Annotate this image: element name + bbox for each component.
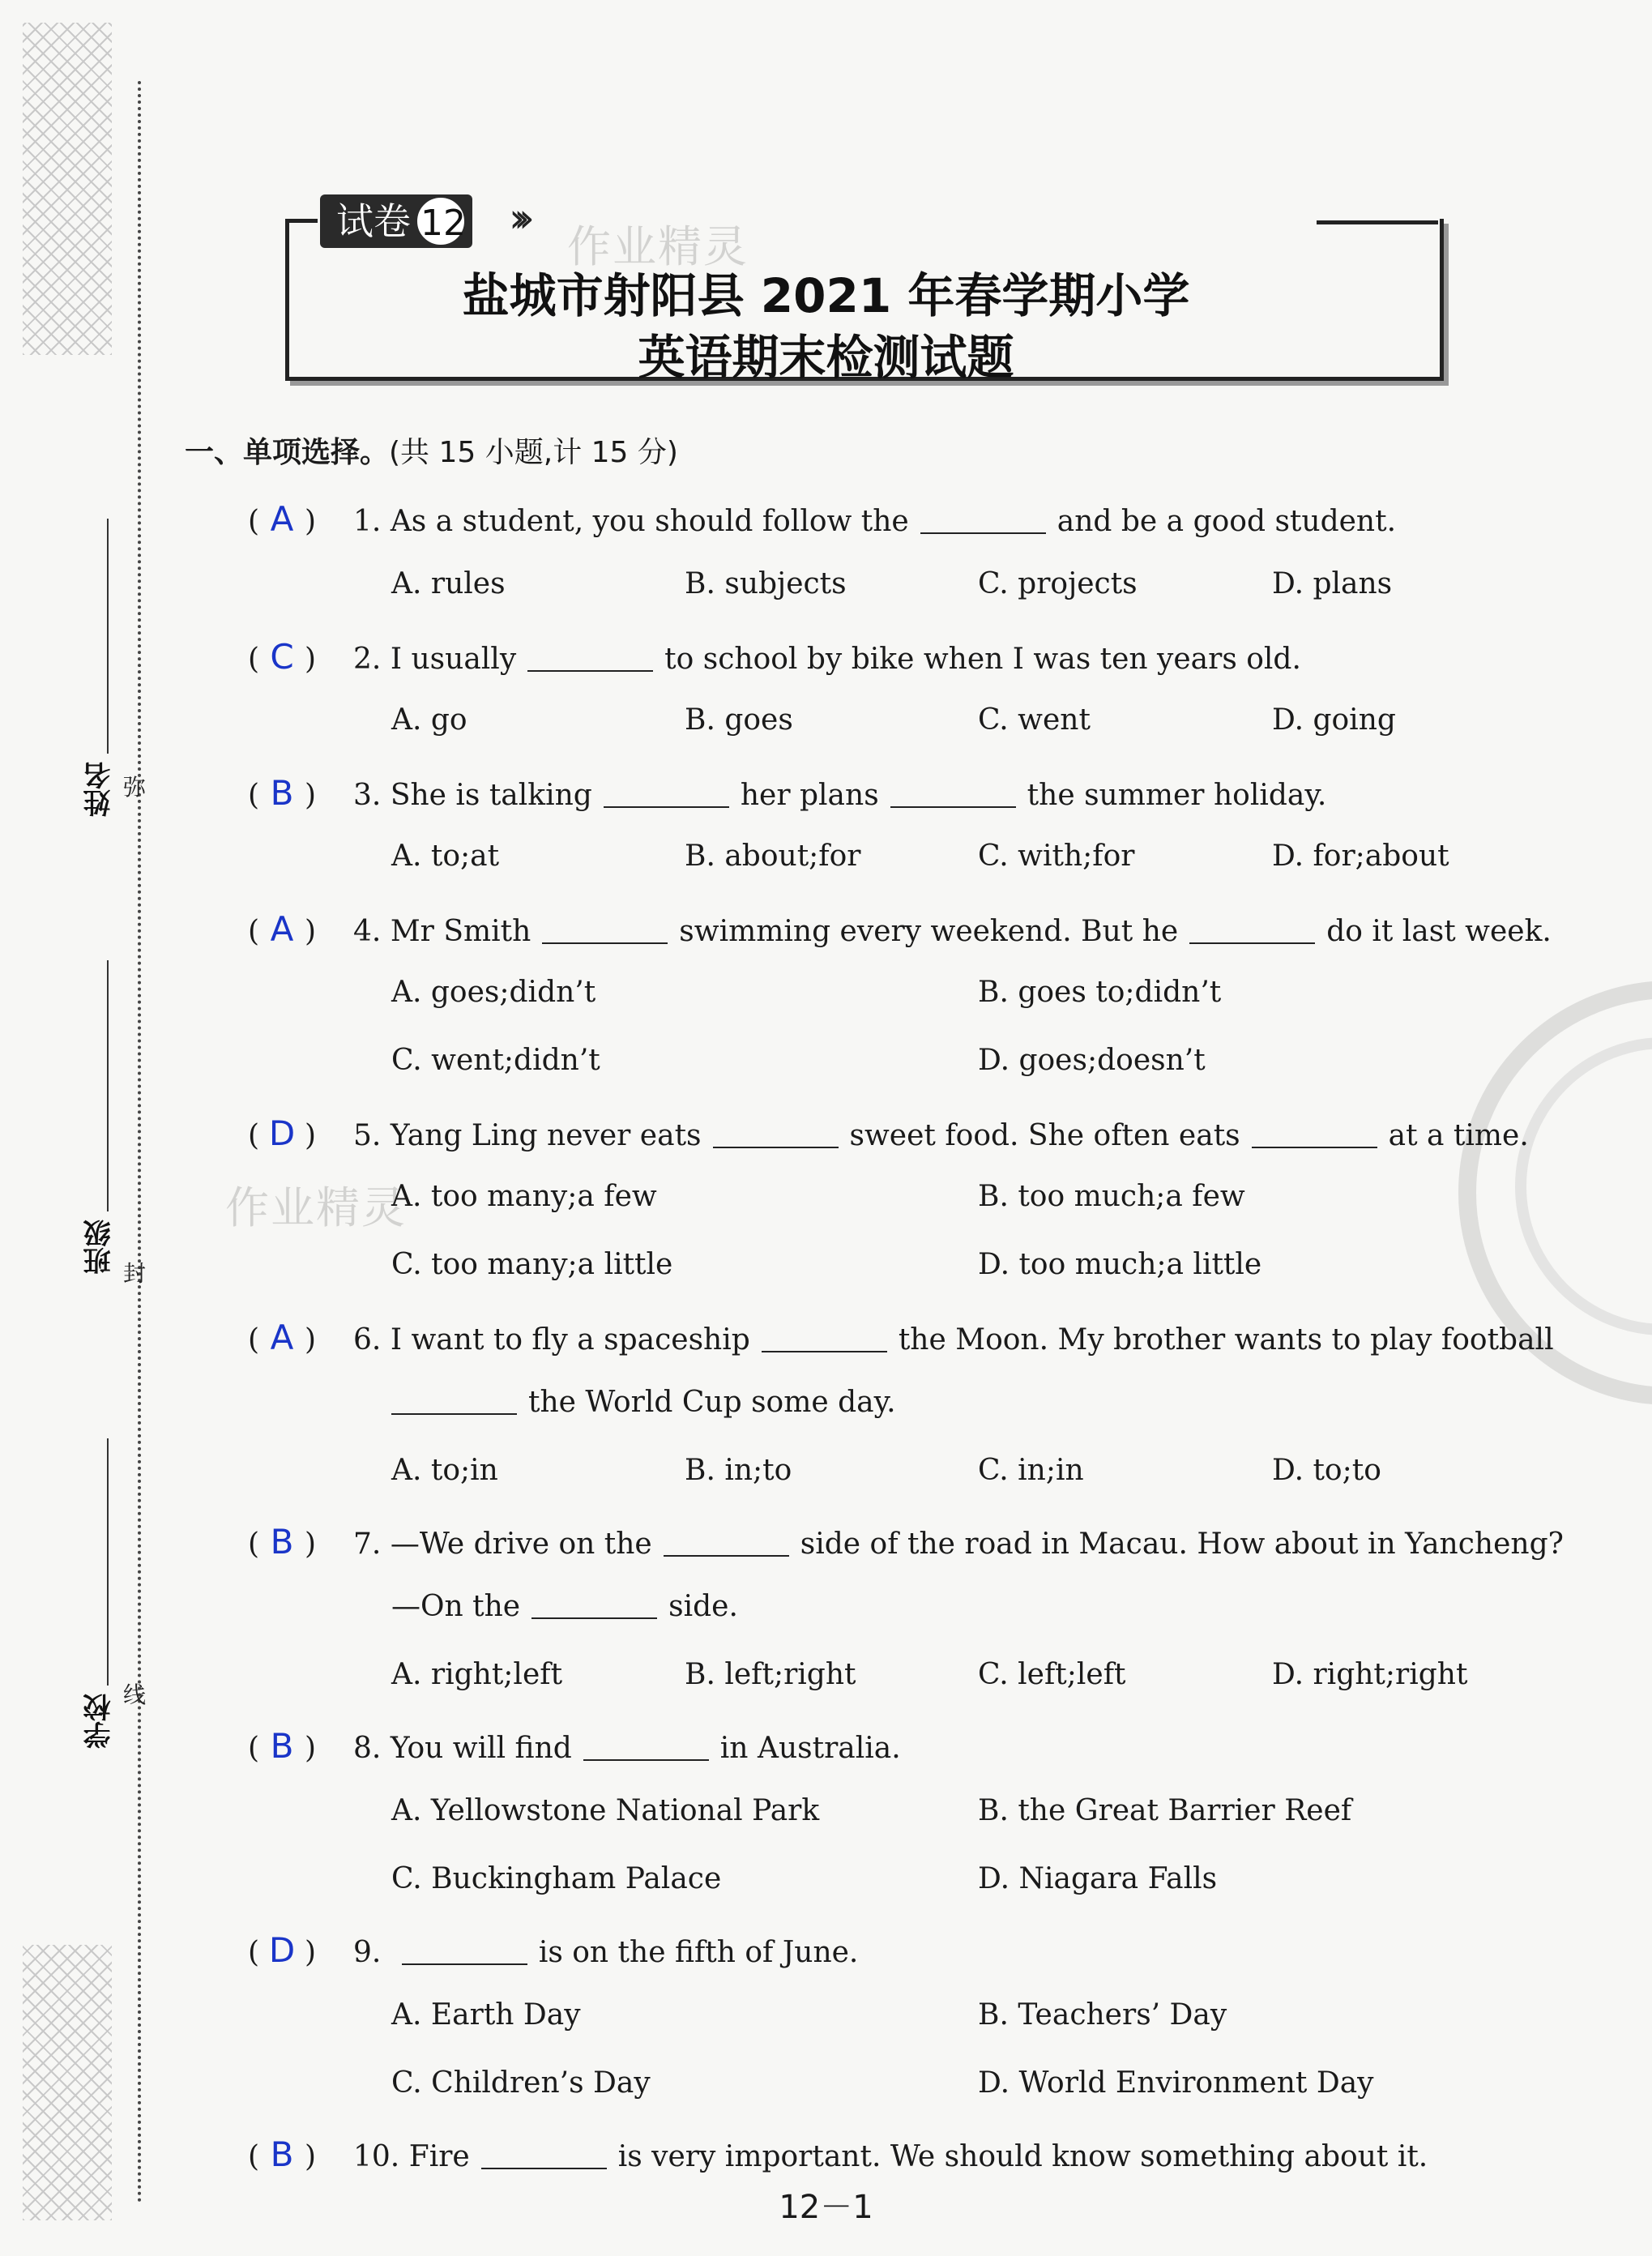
question-3: ( B ) 3. She is talking her plans the summer holiday. [248, 773, 1327, 813]
option-c[interactable]: C. went;didn’t [391, 1044, 600, 1077]
option-d[interactable]: D. World Environment Day [978, 2066, 1374, 2100]
option-a[interactable]: A. Earth Day [391, 1998, 581, 2032]
name-label: 姓名 [83, 762, 116, 817]
answer-3: B [270, 773, 294, 813]
question-1: ( A ) 1. As a student, you should follow the and be a good student. [248, 499, 1397, 539]
watermark-text-2: 作业精灵 [225, 1182, 407, 1233]
answer-9: D [268, 1930, 296, 1970]
option-b[interactable]: B. Teachers’ Day [978, 1998, 1227, 2032]
question-text: I usually [390, 643, 517, 676]
answer-blank[interactable] [1189, 942, 1315, 944]
question-text: the Moon. My brother wants to play football [898, 1323, 1554, 1357]
question-number: 8. [353, 1732, 382, 1765]
question-6-continued [391, 1386, 896, 1419]
paper-tag-label: 试卷 [336, 199, 411, 243]
header-rule-right [1317, 220, 1438, 224]
option-c[interactable]: C. in;in [978, 1454, 1084, 1487]
paper-number: 12 [417, 198, 464, 245]
question-10: ( B ) 10. Fire is very important. We should know something about it. [248, 2134, 1428, 2174]
question-text: Yang Ling never eats [390, 1119, 702, 1152]
option-a[interactable]: A. too many;a few [391, 1180, 657, 1213]
question-text: I want to fly a spaceship [390, 1323, 750, 1357]
question-8: ( B ) 8. You will find in Australia. [248, 1726, 901, 1766]
option-b[interactable]: B. about;for [685, 840, 861, 873]
page-number: 12－1 [779, 2189, 873, 2226]
question-text: Mr Smith [390, 915, 531, 948]
page-title-line1: 盐城市射阳县 2021 年春学期小学 [462, 268, 1190, 323]
question-number: 3. [353, 779, 382, 812]
option-c[interactable]: C. too many;a little [391, 1248, 673, 1281]
watermark-text: 作业精灵 [567, 221, 749, 272]
question-text: swimming every weekend. But he [679, 915, 1179, 948]
question-text: the World Cup some day. [528, 1386, 896, 1419]
option-d[interactable]: D. too much;a little [978, 1248, 1262, 1281]
question-text: sweet food. She often eats [849, 1119, 1240, 1152]
answer-7: B [270, 1522, 294, 1562]
option-a[interactable]: A. go [391, 703, 467, 737]
question-number: 6. [353, 1323, 382, 1357]
question-7: ( B ) 7. —We drive on the side of the road in Macau. How about in Yancheng? [248, 1522, 1564, 1562]
answer-blank[interactable] [762, 1351, 887, 1352]
answer-blank[interactable] [583, 1759, 709, 1761]
answer-blank[interactable] [1252, 1147, 1377, 1148]
question-text: is on the fifth of June. [538, 1936, 859, 1969]
question-text: at a time. [1388, 1119, 1529, 1152]
class-blank-line[interactable] [107, 960, 109, 1211]
question-text: You will find [390, 1732, 572, 1765]
seal-mark-2: 封 [123, 1260, 147, 1287]
option-c[interactable]: C. projects [978, 567, 1138, 600]
option-b[interactable]: B. subjects [685, 567, 847, 600]
paper-tag [320, 194, 472, 248]
option-a[interactable]: A. rules [391, 567, 506, 600]
question-text: her plans [740, 779, 879, 812]
option-a[interactable]: A. goes;didn’t [391, 976, 596, 1009]
header-rule-left [285, 219, 318, 223]
option-c[interactable]: C. went [978, 703, 1091, 737]
question-number: 4. [353, 915, 382, 948]
option-a[interactable]: A. right;left [391, 1658, 563, 1691]
question-text: and be a good student. [1057, 505, 1397, 538]
answer-blank[interactable] [402, 1963, 527, 1965]
option-c[interactable]: C. left;left [978, 1658, 1126, 1691]
question-number: 10. [353, 2140, 400, 2173]
seal-mark-3: 线 [123, 1681, 147, 1708]
option-c[interactable]: C. with;for [978, 840, 1135, 873]
option-d[interactable]: D. for;about [1272, 840, 1449, 873]
question-number: 1. [353, 505, 382, 538]
option-b[interactable]: B. in;to [685, 1454, 792, 1487]
option-d[interactable]: D. Niagara Falls [978, 1862, 1218, 1895]
question-text: As a student, you should follow the [390, 505, 909, 538]
chevron-right-icon: ››› [509, 194, 523, 241]
question-2: ( C ) 2. I usually to school by bike when I was ten years old. [248, 637, 1301, 677]
question-number: 2. [353, 643, 382, 676]
answer-blank[interactable] [604, 806, 729, 808]
answer-10: B [270, 2134, 294, 2174]
question-9: ( D ) 9. is on the fifth of June. [248, 1930, 859, 1970]
section-note: (共 15 小题,计 15 分) [389, 436, 678, 469]
question-6: ( A ) 6. I want to fly a spaceship the Moon. My brother wants to play football [248, 1318, 1554, 1357]
question-text: She is talking [390, 779, 592, 812]
answer-5: D [268, 1113, 296, 1153]
question-text: Fire [408, 2140, 470, 2173]
section-title [185, 429, 678, 471]
question-text: —We drive on the [390, 1528, 652, 1561]
question-text: in Australia. [719, 1732, 901, 1765]
question-text: side of the road in Macau. How about in Yancheng? [800, 1528, 1564, 1561]
option-b[interactable]: B. left;right [685, 1658, 856, 1691]
question-number: 9. [353, 1936, 382, 1969]
answer-1: A [270, 499, 294, 539]
question-text: do it last week. [1326, 915, 1552, 948]
answer-blank[interactable] [481, 2168, 607, 2169]
question-number: 5. [353, 1119, 382, 1152]
option-c[interactable]: C. Buckingham Palace [391, 1862, 722, 1895]
option-b[interactable]: B. goes [685, 703, 793, 737]
answer-blank[interactable] [542, 942, 668, 944]
question-4: ( A ) 4. Mr Smith swimming every weekend. But he do it last week. [248, 909, 1552, 949]
option-b[interactable]: B. too much;a few [978, 1180, 1245, 1213]
question-text: side. [668, 1590, 738, 1623]
answer-blank[interactable] [531, 1617, 657, 1619]
school-label: 学校 [83, 1694, 116, 1749]
answer-2: C [270, 637, 294, 677]
option-a[interactable]: A. to;in [391, 1454, 498, 1487]
option-d[interactable]: D. to;to [1272, 1454, 1381, 1487]
answer-4: A [270, 909, 294, 949]
question-text: the summer holiday. [1027, 779, 1327, 812]
answer-8: B [270, 1726, 294, 1766]
question-text: to school by bike when I was ten years old. [664, 643, 1301, 676]
answer-blank[interactable] [920, 532, 1046, 534]
seal-mark-1: 弥 [123, 774, 147, 801]
decorative-hatch-bottom [23, 1945, 112, 2220]
answer-blank[interactable] [527, 670, 653, 672]
class-label: 班级 [83, 1220, 116, 1275]
answer-blank[interactable] [713, 1147, 839, 1148]
option-d[interactable]: D. going [1272, 703, 1396, 737]
option-a[interactable]: A. to;at [391, 840, 500, 873]
name-blank-line[interactable] [107, 519, 109, 754]
option-a[interactable]: A. Yellowstone National Park [391, 1794, 820, 1827]
answer-blank[interactable] [664, 1555, 789, 1557]
question-number: 7. [353, 1528, 382, 1561]
option-c[interactable]: C. Children’s Day [391, 2066, 651, 2100]
section-title-text: 一、单项选择。 [185, 436, 390, 469]
option-b[interactable]: B. the Great Barrier Reef [978, 1794, 1352, 1827]
option-d[interactable]: D. plans [1272, 567, 1393, 600]
school-blank-line[interactable] [107, 1438, 109, 1686]
question-5: ( D ) 5. Yang Ling never eats sweet food. She often eats at a time. [248, 1113, 1529, 1153]
option-b[interactable]: B. goes to;didn’t [978, 976, 1222, 1009]
answer-blank[interactable] [391, 1413, 517, 1415]
option-d[interactable]: D. right;right [1272, 1658, 1468, 1691]
question-text: —On the [391, 1590, 521, 1623]
page-title-line2: 英语期末检测试题 [638, 330, 1014, 385]
answer-blank[interactable] [890, 806, 1016, 808]
question-text: is very important. We should know something about it. [617, 2140, 1428, 2173]
seal-fold-line [138, 81, 141, 2204]
option-d[interactable]: D. goes;doesn’t [978, 1044, 1206, 1077]
question-7-continued [391, 1590, 738, 1623]
answer-6: A [270, 1318, 294, 1357]
